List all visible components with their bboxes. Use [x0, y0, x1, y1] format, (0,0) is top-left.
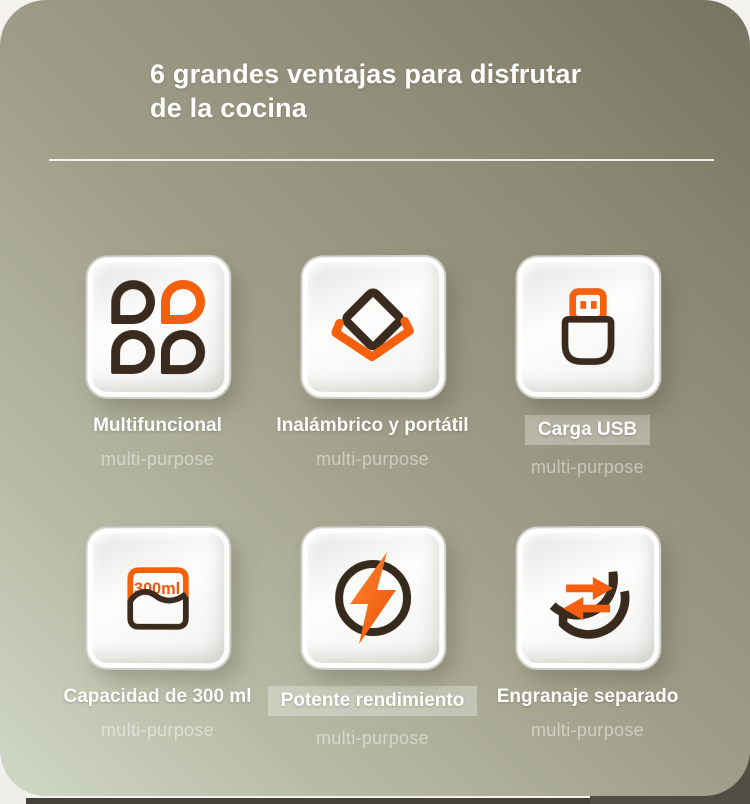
feature-card — [87, 527, 229, 668]
feature-separate-gear — [480, 528, 695, 749]
feature-grid — [0, 257, 750, 749]
feature-label: Inalámbrico y portátil — [276, 414, 469, 436]
capacity-icon-text: 300ml — [133, 579, 180, 598]
feature-card — [517, 527, 659, 668]
header — [0, 0, 750, 126]
feature-usb-charge — [480, 257, 695, 478]
title-divider — [49, 159, 714, 161]
page-title-line2: de la cocina — [150, 92, 307, 123]
feature-sublabel: multi-purpose — [101, 448, 214, 469]
lightning-bolt-icon — [323, 547, 423, 647]
feature-label: Multifuncional — [93, 414, 222, 436]
capacity-cup-icon — [110, 549, 206, 645]
clover-petal — [160, 330, 204, 374]
feature-sublabel: multi-purpose — [316, 448, 429, 469]
feature-label: Carga USB — [525, 415, 650, 445]
feature-power — [265, 528, 480, 749]
feature-sublabel: multi-purpose — [531, 719, 644, 740]
feature-multifunctional — [50, 257, 265, 478]
feature-capacity-300ml — [50, 528, 265, 749]
feature-card — [302, 527, 444, 668]
clover-petal — [111, 280, 155, 324]
feature-card — [302, 256, 444, 397]
clover-petal-orange — [160, 279, 204, 323]
page-title-line1: 6 grandes ventajas para disfrutar — [150, 59, 582, 89]
feature-label: Potente rendimiento — [268, 686, 478, 716]
stack-layers-icon — [325, 278, 421, 374]
feature-sublabel: multi-purpose — [531, 456, 644, 477]
clover-icon — [111, 279, 205, 373]
feature-card — [87, 256, 229, 397]
feature-sublabel: multi-purpose — [101, 719, 214, 740]
feature-sublabel: multi-purpose — [316, 727, 429, 748]
usb-drive-icon — [540, 278, 636, 374]
page-title — [150, 58, 750, 126]
feature-label: Engranaje separado — [496, 685, 679, 707]
feature-card — [517, 256, 659, 397]
feature-label: Capacidad de 300 ml — [63, 685, 252, 707]
sync-arrows-icon — [540, 549, 636, 645]
clover-petal — [111, 329, 155, 373]
feature-wireless-portable — [265, 257, 480, 478]
